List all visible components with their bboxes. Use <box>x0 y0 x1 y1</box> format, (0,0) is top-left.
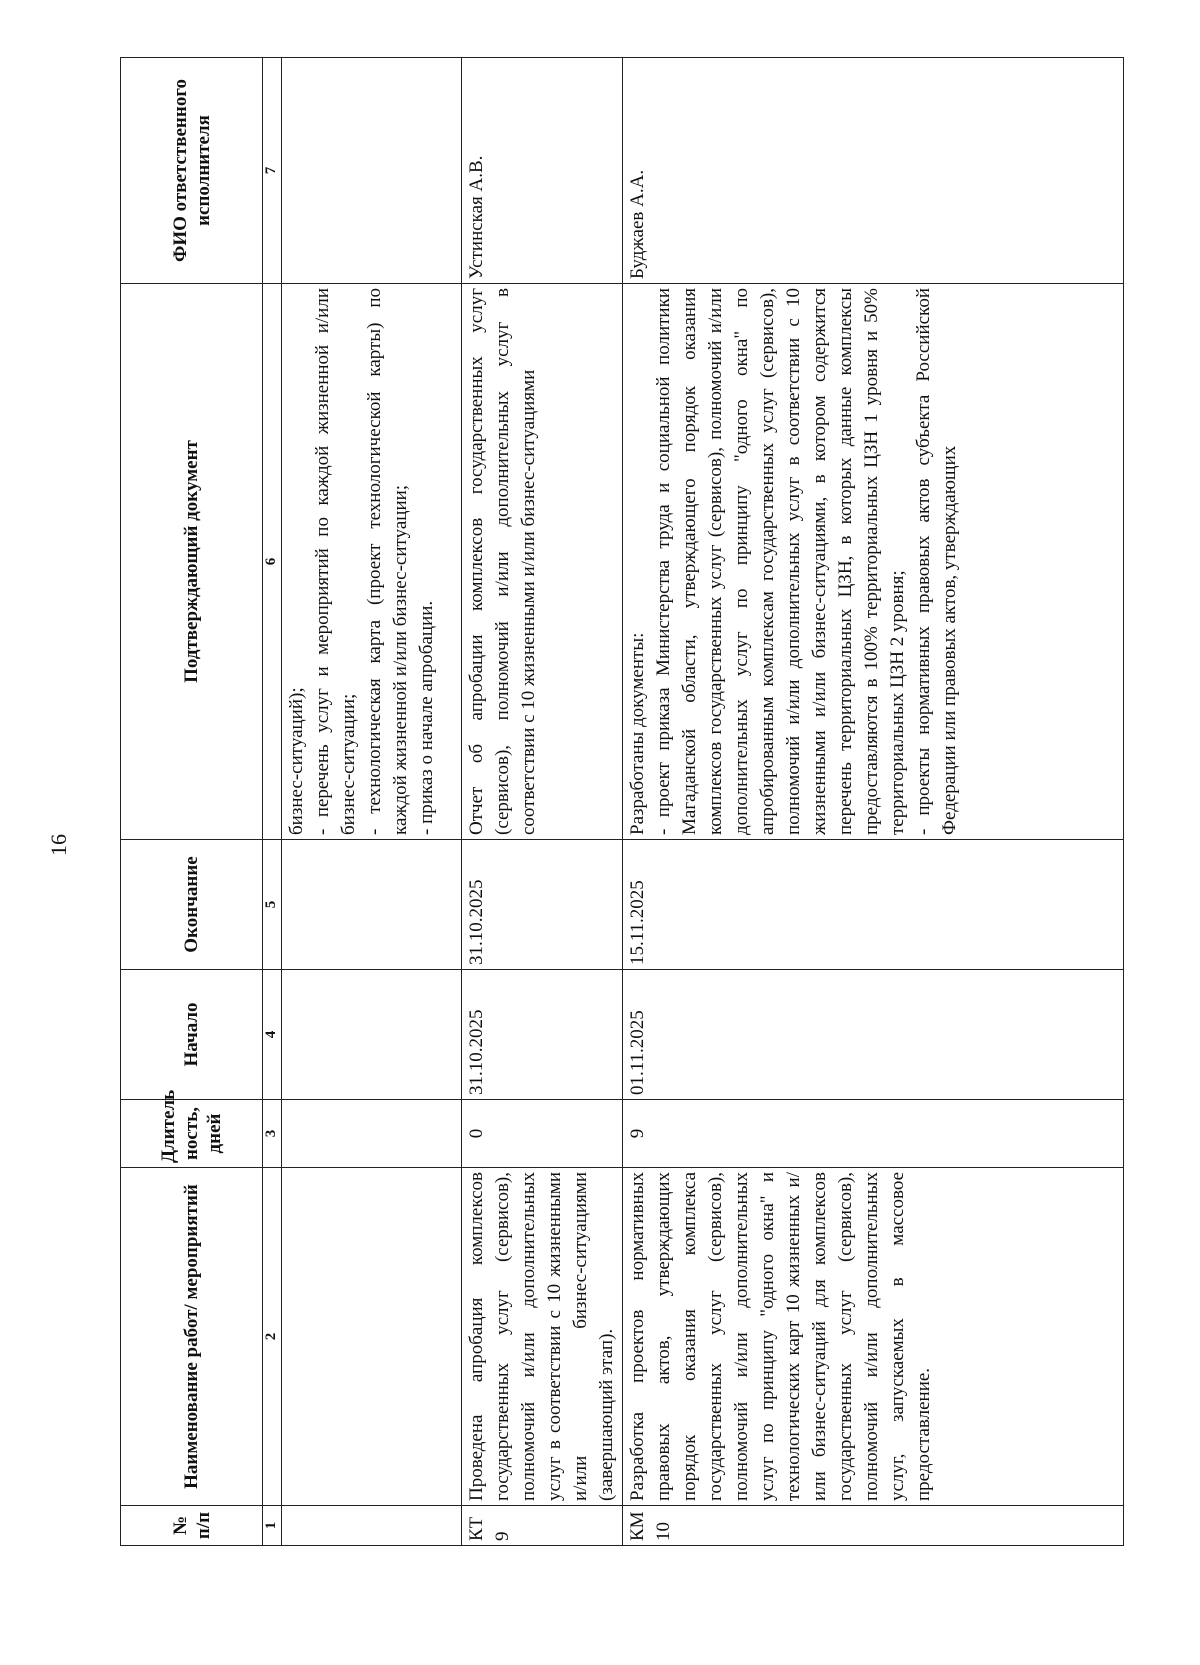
column-number: 1 <box>263 1506 282 1546</box>
cell-responsible: Устинская А.В. <box>462 58 623 284</box>
cell-num <box>282 1506 462 1546</box>
header-name: Наименование работ/ мероприятий <box>121 1168 263 1506</box>
table-row <box>462 58 623 1546</box>
page-number: 16 <box>46 834 71 856</box>
header-num: № п/п <box>121 1506 263 1546</box>
schedule-table <box>120 57 1124 1546</box>
table-header-row <box>121 58 263 1546</box>
cell-num: КМ 10 <box>623 1506 1124 1546</box>
cell-start: 01.11.2025 <box>623 970 1124 1100</box>
header-duration: Длитель ность, дней <box>121 1100 263 1168</box>
column-number: 3 <box>263 1100 282 1168</box>
cell-doc: бизнес-ситуаций); - перечень услуг и мероприятий по каждой жизненной и/или бизнес-ситуации; - технологическая карта (проект технологической карты) по каждой жизненной и/или бизнес-ситуации; - приказ о начале апробации. <box>282 284 462 840</box>
cell-doc: Разработаны документы: - проект приказа Министерства труда и социальной политики Магаданской области, утверждающего порядок оказания комплексов государственных услуг (сервисов), полномочий и/или дополнительных услуг по принципу "одного окна" по апробированным комплексам государственных услуг (сервисов), полномочий и/или дополнительных услуг в соответствии с 10 жизненными и/или бизнес-ситуациями, в котором содержится перечень территориальных ЦЗН, в которых данные комплексы предоставляются в 100% территориальных ЦЗН 1 уровня и 50% территориальных ЦЗН 2 уровня; - проекты нормативных правовых актов субъекта Российской Федерации или правовых актов, утверждающих <box>623 284 1124 840</box>
cell-doc: Отчет об апробации комплексов государственных услуг (сервисов), полномочий и/или дополнительных услуг в соответствии с 10 жизненными и/или бизнес-ситуациями <box>462 284 623 840</box>
table-row <box>282 58 462 1546</box>
cell-name <box>282 1168 462 1506</box>
column-number: 7 <box>263 58 282 284</box>
cell-num: КТ 9 <box>462 1506 623 1546</box>
column-number: 6 <box>263 284 282 840</box>
rotated-table-wrapper <box>120 58 1124 1546</box>
cell-name: Разработка проектов нормативных правовых актов, утверждающих порядок оказания комплекса государственных услуг (сервисов), полномочий и/или дополнительных услуг по принципу "одного окна" и технологических карт 10 жизненных и/или бизнес-ситуаций для комплексов государственных услуг (сервисов), полномочий и/или дополнительных услуг, запускаемых в массовое предоставление. <box>623 1168 1124 1506</box>
cell-duration: 9 <box>623 1100 1124 1168</box>
cell-end: 31.10.2025 <box>462 840 623 970</box>
column-number: 4 <box>263 970 282 1100</box>
cell-duration: 0 <box>462 1100 623 1168</box>
cell-start <box>282 970 462 1100</box>
header-start: Начало <box>121 970 263 1100</box>
cell-responsible: Буджаев А.А. <box>623 58 1124 284</box>
table-row <box>623 58 1124 1546</box>
cell-name: Проведена апробация комплексов государственных услуг (сервисов), полномочий и/или дополнительных услуг в соответствии с 10 жизненными и/или бизнес-ситуациями (завершающий этап). <box>462 1168 623 1506</box>
cell-end: 15.11.2025 <box>623 840 1124 970</box>
cell-duration <box>282 1100 462 1168</box>
header-doc: Подтверждающий документ <box>121 284 263 840</box>
cell-responsible <box>282 58 462 284</box>
cell-end <box>282 840 462 970</box>
column-number: 5 <box>263 840 282 970</box>
column-number-row <box>263 58 282 1546</box>
column-number: 2 <box>263 1168 282 1506</box>
cell-start: 31.10.2025 <box>462 970 623 1100</box>
header-responsible: ФИО ответственного исполнителя <box>121 58 263 284</box>
header-end: Окончание <box>121 840 263 970</box>
